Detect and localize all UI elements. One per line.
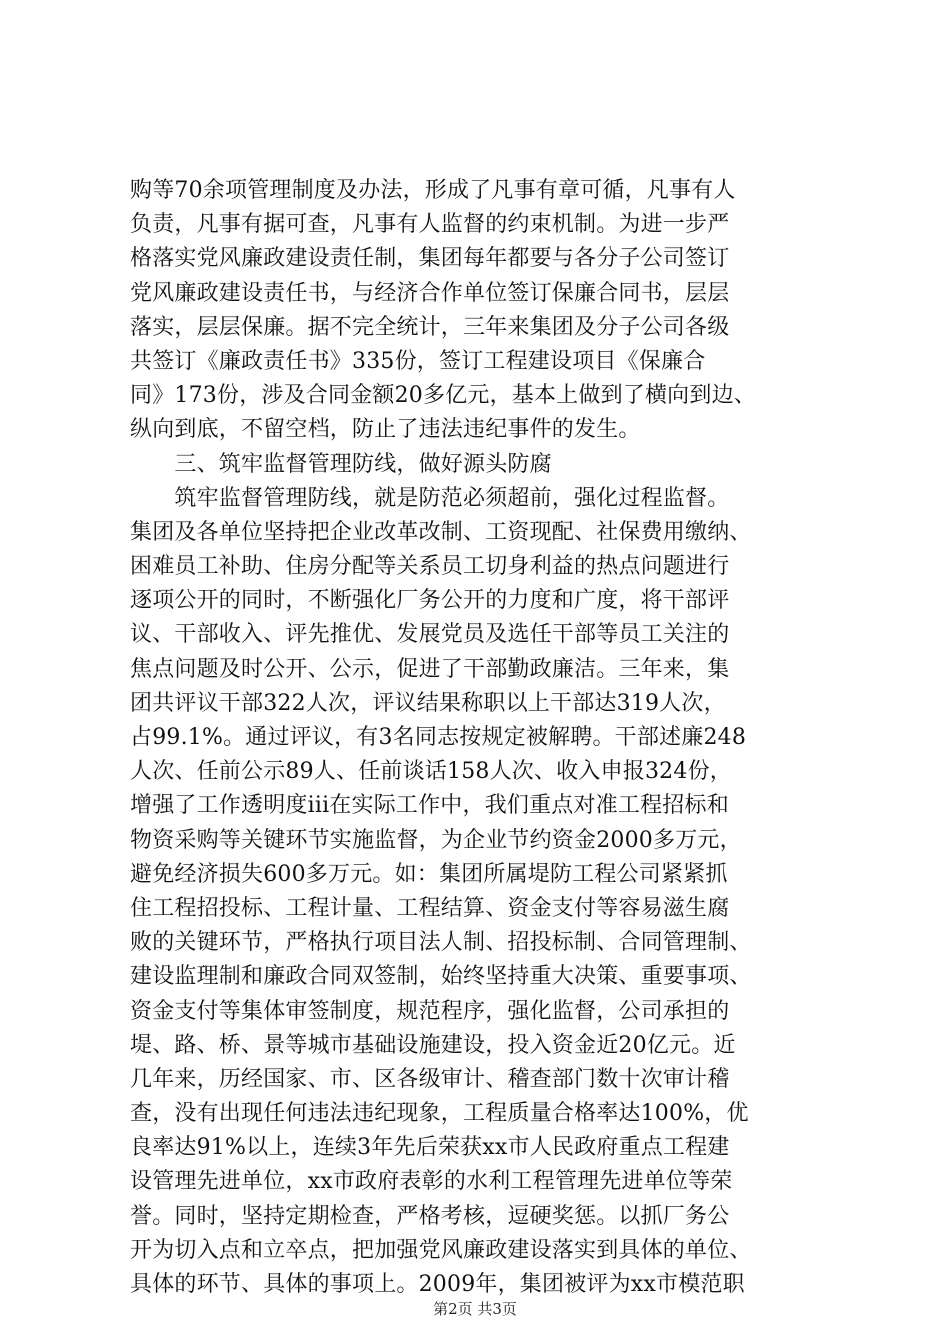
text-line: 败的关键环节，严格执行项目法人制、招投标制、合同管理制、 (130, 930, 752, 956)
text-line: 筑牢监督管理防线，就是防范必须超前，强化过程监督。 (130, 485, 730, 511)
text-line: 困难员工补助、住房分配等关系员工切身利益的热点问题进行 (130, 554, 730, 580)
text-line: 纵向到底，不留空档，防止了违法违纪事件的发生。 (130, 417, 641, 443)
text-line: 团共评议干部322人次，评议结果称职以上干部达319人次， (130, 690, 726, 716)
text-line: 开为切入点和立卒点，把加强党风廉政建设落实到具体的单位、 (130, 1237, 752, 1263)
text-line: 人次、任前公示89人、任前谈话158人次、收入申报324份， (130, 759, 732, 785)
text-line: 集团及各单位坚持把企业改革改制、工资现配、社保费用缴纳、 (130, 519, 752, 545)
body-text (130, 174, 830, 1302)
text-line: 资金支付等集体审签制度，规范程序，强化监督，公司承担的 (130, 998, 730, 1024)
text-line: 共签订《廉政责任书》335份，签订工程建设项目《保廉合 (130, 348, 706, 374)
text-line: 党风廉政建设责任书，与经济合作单位签订保廉合同书，层层 (130, 280, 730, 306)
text-line: 具体的环节、具体的事项上。2009年，集团被评为xx市模范职 (130, 1272, 745, 1297)
text-line: 同》173份，涉及合同金额20多亿元，基本上做到了横向到边、 (130, 383, 756, 409)
text-line: 格落实党风廉政建设责任制，集团每年都要与各分子公司签订 (130, 246, 730, 272)
text-line: 良率达91%以上，连续3年先后荣获xx市人民政府重点工程建 (130, 1135, 730, 1161)
section-heading: 三、筑牢监督管理防线，做好源头防腐 (130, 451, 552, 477)
text-line: 逐项公开的同时，不断强化厂务公开的力度和广度，将干部评 (130, 588, 730, 614)
text-line: 住工程招投标、工程计量、工程结算、资金支付等容易滋生腐 (130, 895, 730, 921)
text-line: 堤、路、桥、景等城市基础设施建设，投入资金近20亿元。近 (130, 1032, 736, 1058)
text-line: 几年来，历经国家、市、区各级审计、稽查部门数十次审计稽 (130, 1066, 730, 1092)
text-line: 焦点问题及时公开、公示，促进了干部勤政廉洁。三年来，集 (130, 656, 730, 682)
text-line: 建设监理制和廉政合同双签制，始终坚持重大决策、重要事项、 (130, 964, 752, 990)
text-line: 增强了工作透明度iii在实际工作中，我们重点对准工程招标和 (130, 793, 729, 819)
text-line: 议、干部收入、评先推优、发展党员及选任干部等员工关注的 (130, 622, 730, 648)
page-number-footer: 第2页 共3页 (433, 1300, 517, 1318)
text-line: 物资采购等关键环节实施监督，为企业节约资金2000多万元， (130, 827, 742, 853)
text-line: 负责，凡事有据可查，凡事有人监督的约束机制。为进一步严 (130, 212, 730, 238)
text-line: 占99.1%。通过评议，有3名同志按规定被解聘。干部述廉248 (130, 725, 747, 750)
text-line: 落实，层层保廉。据不完全统计，三年来集团及分子公司各级 (130, 314, 730, 340)
text-line: 购等70余项管理制度及办法，形成了凡事有章可循，凡事有人 (130, 178, 736, 203)
text-line: 查，没有出现任何违法违纪现象，工程质量合格率达100%，优 (130, 1101, 749, 1127)
text-line: 设管理先进单位，xx市政府表彰的水利工程管理先进单位等荣 (130, 1169, 733, 1195)
text-line: 誉。同时，坚持定期检查，严格考核，逗硬奖惩。以抓厂务公 (130, 1203, 730, 1229)
text-line: 避免经济损失600多万元。如：集团所属堤防工程公司紧紧抓 (130, 861, 728, 887)
